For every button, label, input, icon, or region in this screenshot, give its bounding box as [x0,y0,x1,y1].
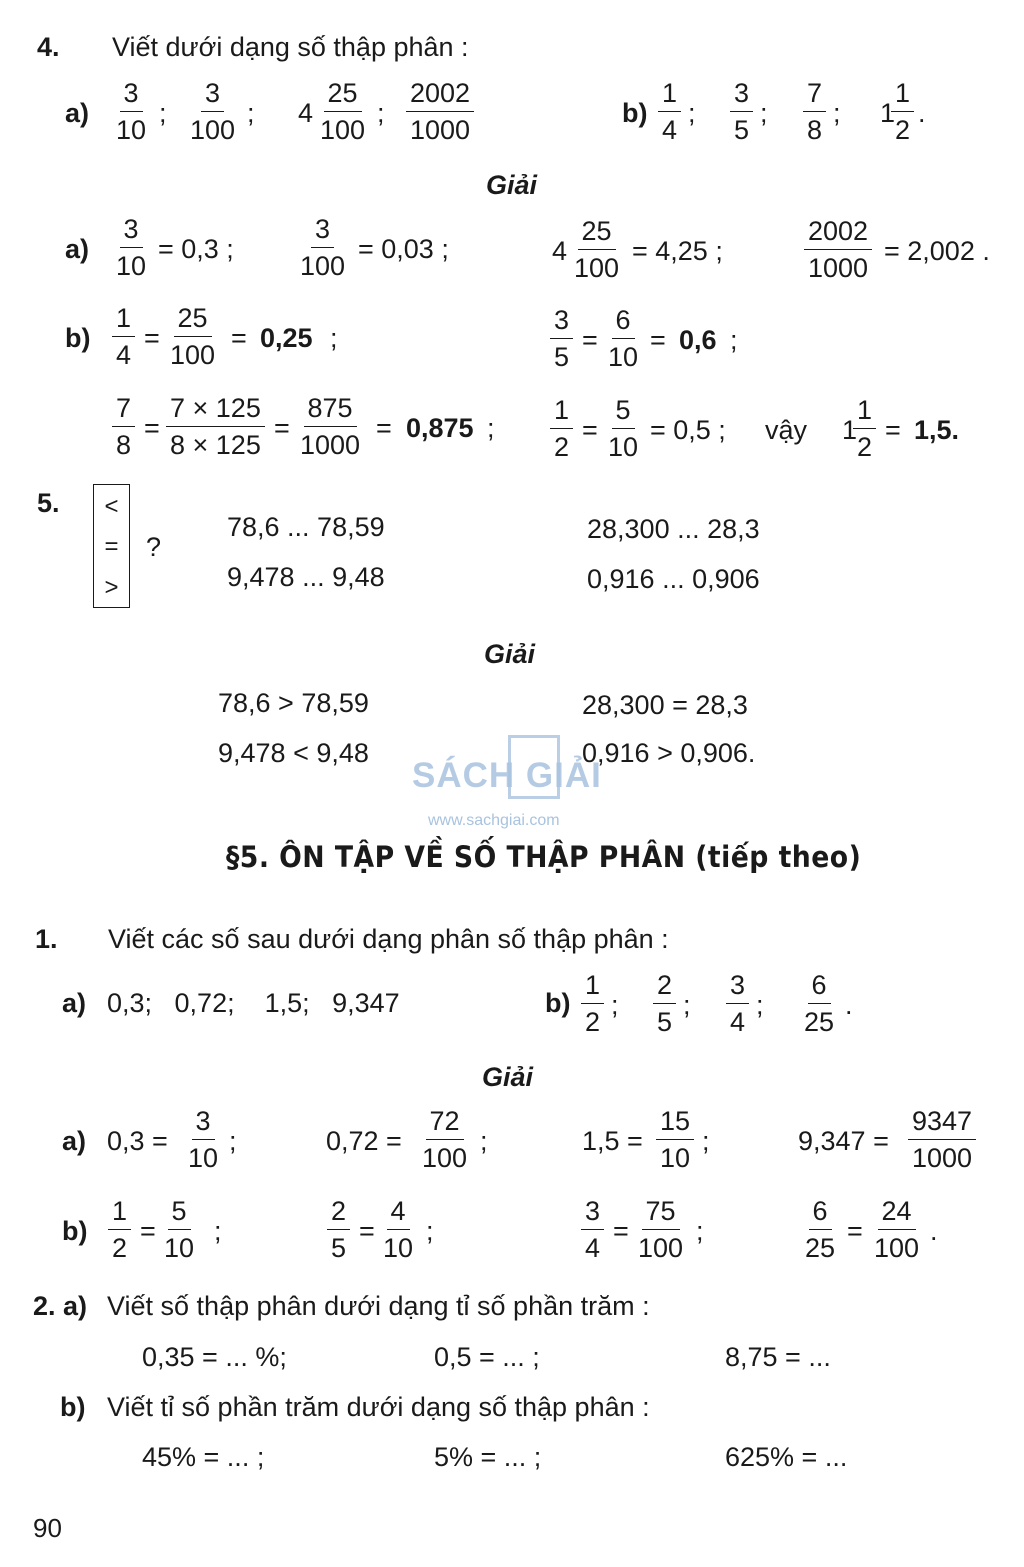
less-than-sign: < [104,493,119,520]
ex1-b-frac-2: 2 5 [653,972,676,1036]
section-title: §5. ÔN TẬP VỀ SỐ THẬP PHÂN (tiếp theo) [226,840,862,874]
separator: . [845,990,853,1020]
equals-sign: = [613,1216,629,1246]
separator: ; [696,1216,704,1246]
separator: ; [611,990,619,1020]
greater-than-sign: > [104,574,119,601]
separator: ; [377,98,385,128]
ex1-a-items: 0,3; 0,72; 1,5; 9,347 [107,988,400,1018]
ex4-sol-a-frac-1: 3 10 [116,214,147,281]
ex4-a-frac-1: 3 10 [116,78,147,145]
ex1-a-label: a) [62,988,87,1018]
ex4-sol-b-result-2: 0,6 [679,325,717,355]
ex4-sol-a-result-1: = 0,3 ; [158,234,234,264]
ex2-a-item-1: 0,35 = ... %; [142,1342,287,1372]
ex4-a-frac-4: 2002 1000 [406,80,474,144]
ex4-sol-a-label: a) [65,234,90,264]
ex4-sol-b-whole: 1 [842,415,858,445]
ex5-item-4: 0,916 ... 0,906 [587,564,760,594]
ex1-b-label: b) [545,988,571,1018]
ex4-sol-b-vay: vậy [765,415,808,445]
equals-sign: = [885,415,901,445]
equals-sign: = [140,1216,156,1246]
ex2-b-prompt: Viết tỉ số phần trăm dưới dạng số thập phân : [107,1392,650,1422]
page-number: 90 [33,1513,62,1543]
exercise-1-number: 1. [35,924,58,954]
ex1-sol-b-frac-1b: 5 10 [164,1196,195,1263]
ex2-a-prompt: Viết số thập phân dưới dạng tỉ số phần trăm : [107,1291,650,1321]
ex4-sol-b-result-4: = 0,5 ; [650,415,726,445]
equals-sign: = [359,1216,375,1246]
ex5-item-1: 78,6 ... 78,59 [227,512,385,542]
ex2-a-item-3: 8,75 = ... [725,1342,831,1372]
ex1-sol-a-frac-2: 72 100 [422,1106,468,1173]
ex4-sol-b-result-3: 0,875 [406,413,474,443]
solution-heading: Giải [486,170,538,200]
separator: ; [702,1126,710,1156]
ex1-sol-a-lhs-4: 9,347 = [798,1126,889,1156]
equals-sign: = [274,413,290,443]
equals-sign: = [650,325,666,355]
watermark-url: www.sachgiai.com [428,812,560,829]
ex4-b-label: b) [622,98,648,128]
ex1-b-frac-1: 1 2 [581,972,604,1036]
equals-sign: = [582,325,598,355]
ex4-sol-b-frac-3b: 7 × 125 8 × 125 [166,395,265,459]
ex4-sol-a-frac-3: 25 100 [574,216,620,283]
exercise-5-number: 5. [37,488,60,518]
separator: ; [730,325,738,355]
equals-sign: = [582,415,598,445]
ex1-sol-a-lhs-3: 1,5 = [582,1126,643,1156]
ex1-sol-b-frac-1a: 1 2 [108,1198,131,1262]
watermark-logo: SÁCH GIẢI [412,756,602,795]
ex5-answer-3: 9,478 < 9,48 [218,738,369,768]
ex1-sol-b-label: b) [62,1216,88,1246]
ex4-sol-b-frac-1: 1 4 [112,305,135,369]
ex1-b-frac-4: 6 25 [804,970,835,1037]
ex5-answer-1: 78,6 > 78,59 [218,688,369,718]
ex4-b-frac-4: 1 2 [891,80,914,144]
ex4-sol-b-frac-2b: 6 10 [608,305,639,372]
equals-sign: = [104,533,119,560]
ex2-a-item-2: 0,5 = ... ; [434,1342,540,1372]
ex4-sol-b-result-1: 0,25 [260,323,313,353]
ex4-sol-a-frac-2: 3 100 [300,214,346,281]
ex4-b-frac-3: 7 8 [803,80,826,144]
equals-sign: = [847,1216,863,1246]
ex5-item-2: 28,300 ... 28,3 [587,514,760,544]
ex4-sol-b-frac-4: 1 2 [550,397,573,461]
exercise-1-prompt: Viết các số sau dưới dạng phân số thập phân : [108,924,669,954]
separator: ; [229,1126,237,1156]
separator: ; [756,990,764,1020]
ex5-item-3: 9,478 ... 9,48 [227,562,385,592]
ex1-sol-a-label: a) [62,1126,87,1156]
separator: ; [688,98,696,128]
ex4-a-frac-3: 25 100 [320,78,366,145]
ex4-sol-a-result-4: = 2,002 . [884,236,990,266]
solution-heading: Giải [484,639,536,669]
separator: ; [159,98,167,128]
ex4-sol-a-result-2: = 0,03 ; [358,234,449,264]
ex2-b-item-3: 625% = ... [725,1442,848,1472]
ex4-sol-b-label: b) [65,323,91,353]
equals-sign: = [231,323,247,353]
ex4-sol-a-frac-4: 2002 1000 [804,218,872,282]
exercise-4-prompt: Viết dưới dạng số thập phân : [112,32,469,62]
ex4-a-label: a) [65,98,90,128]
equals-sign: = [144,323,160,353]
ex5-answer-2: 28,300 = 28,3 [582,690,748,720]
ex1-b-frac-3: 3 4 [726,972,749,1036]
ex4-a-frac-2: 3 100 [190,78,236,145]
exercise-2-number: 2. a) [33,1291,88,1321]
ex1-sol-b-frac-4a: 6 25 [805,1196,836,1263]
separator: ; [214,1216,222,1246]
separator: . [930,1216,938,1246]
ex1-sol-b-frac-3b: 75 100 [638,1196,684,1263]
separator: ; [487,413,495,443]
ex1-sol-b-frac-4b: 24 100 [874,1196,920,1263]
exercise-4-number: 4. [37,32,60,62]
ex4-b-whole: 1 [880,98,896,128]
ex4-sol-b-final: 1,5. [914,415,960,445]
equals-sign: = [376,413,392,443]
ex4-sol-a-whole: 4 [552,236,568,266]
ex1-sol-b-frac-3a: 3 4 [581,1198,604,1262]
ex5-answer-4: 0,916 > 0,906. [582,738,756,768]
ex2-b-label: b) [60,1392,86,1422]
ex4-sol-b-frac-2: 3 5 [550,307,573,371]
separator: . [918,98,926,128]
separator: ; [833,98,841,128]
ex4-b-frac-1: 1 4 [658,80,681,144]
separator: ; [683,990,691,1020]
separator: ; [330,323,338,353]
separator: ; [247,98,255,128]
ex1-sol-b-frac-2b: 4 10 [383,1196,414,1263]
equals-sign: = [144,413,160,443]
ex4-sol-b-frac-1b: 25 100 [170,303,216,370]
ex4-sol-b-frac-4b: 5 10 [608,395,639,462]
comparison-signs-box [93,484,130,608]
ex1-sol-a-frac-3: 15 10 [656,1108,694,1172]
ex2-b-item-1: 45% = ... ; [142,1442,265,1472]
separator: ; [760,98,768,128]
ex4-b-frac-2: 3 5 [730,80,753,144]
ex2-b-item-2: 5% = ... ; [434,1442,542,1472]
separator: ; [426,1216,434,1246]
solution-heading: Giải [482,1062,534,1092]
ex1-sol-a-lhs-1: 0,3 = [107,1126,168,1156]
ex4-sol-b-frac-5: 1 2 [853,397,876,461]
ex4-a-whole: 4 [298,98,314,128]
ex4-sol-a-result-3: = 4,25 ; [632,236,723,266]
ex1-sol-a-frac-1: 3 10 [188,1106,219,1173]
ex4-sol-b-frac-3c: 875 1000 [300,393,361,460]
ex4-sol-b-frac-3: 7 8 [112,395,135,459]
ex1-sol-a-lhs-2: 0,72 = [326,1126,402,1156]
separator: ; [480,1126,488,1156]
question-mark: ? [146,532,162,562]
ex1-sol-a-frac-4: 9347 1000 [908,1108,976,1172]
ex1-sol-b-frac-2a: 2 5 [327,1198,350,1262]
